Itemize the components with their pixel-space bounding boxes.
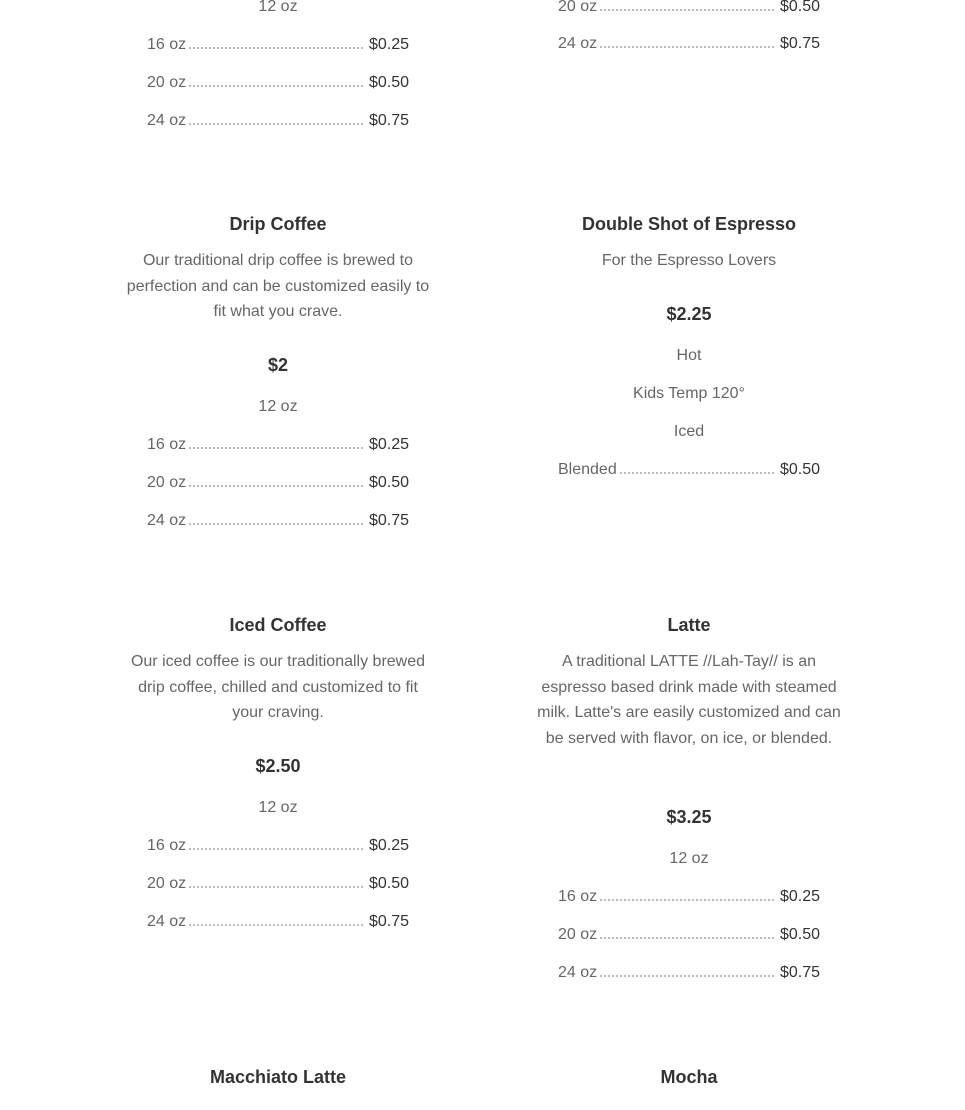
option-24oz: 24 oz $0.75 — [147, 512, 409, 529]
item-description: Our iced coffee is our traditionally brewed drip coffee, chilled and customized to fit your craving. — [130, 653, 426, 721]
item-price: $3.25 — [666, 807, 712, 827]
option-16oz: 16 oz $0.25 — [147, 36, 409, 53]
item-price: $2 — [267, 355, 289, 375]
option-blended: Blended $0.50 — [558, 461, 820, 478]
option-12oz: 12 oz — [258, 0, 298, 15]
item-title: Iced Coffee — [229, 615, 327, 635]
leader-dots — [189, 914, 363, 926]
option-24oz: 24 oz $0.75 — [558, 964, 820, 981]
leader-dots — [600, 0, 774, 11]
option-12oz: 12 oz — [258, 398, 298, 415]
option-20oz: 20 oz $0.50 — [558, 926, 820, 943]
option-iced: Iced — [673, 423, 705, 440]
item-title: Latte — [667, 615, 711, 635]
option-20oz: 20 oz $0.50 — [147, 74, 409, 91]
option-16oz: 16 oz $0.25 — [558, 888, 820, 905]
leader-dots — [189, 513, 363, 525]
option-12oz: 12 oz — [258, 799, 298, 816]
item-title: Mocha — [660, 1067, 718, 1087]
leader-dots — [600, 927, 774, 939]
leader-dots — [600, 889, 774, 901]
leader-dots — [620, 462, 774, 474]
leader-dots — [600, 36, 774, 48]
leader-dots — [189, 37, 363, 49]
option-24oz: 24 oz $0.75 — [147, 913, 409, 930]
item-title: Macchiato Latte — [209, 1067, 347, 1087]
option-kids-temp: Kids Temp 120° — [633, 385, 745, 402]
item-price: $2.25 — [666, 304, 712, 324]
leader-dots — [189, 838, 363, 850]
item-title: Drip Coffee — [229, 214, 327, 234]
leader-dots — [189, 75, 363, 87]
option-24oz: 24 oz $0.75 — [558, 35, 820, 52]
leader-dots — [189, 876, 363, 888]
option-20oz: 20 oz $0.50 — [147, 875, 409, 892]
option-16oz: 16 oz $0.25 — [147, 837, 409, 854]
leader-dots — [600, 965, 774, 977]
leader-dots — [189, 113, 363, 125]
item-description: For the Espresso Lovers — [601, 252, 777, 269]
item-description: A traditional LATTE //Lah-Tay// is an espresso based drink made with steamed milk. Latte's are easily customized and can be served with flavor, on ice, or blended. — [537, 653, 841, 747]
option-hot: Hot — [676, 347, 702, 364]
option-20oz: 20 oz $0.50 — [558, 0, 820, 15]
leader-dots — [189, 437, 363, 449]
option-20oz: 20 oz $0.50 — [147, 474, 409, 491]
option-24oz: 24 oz $0.75 — [147, 112, 409, 129]
item-title: Double Shot of Espresso — [581, 214, 797, 234]
option-12oz: 12 oz — [669, 850, 709, 867]
item-price: $2.50 — [255, 756, 301, 776]
leader-dots — [189, 475, 363, 487]
item-description: Our traditional drip coffee is brewed to perfection and can be customized easily to fit what you crave. — [126, 252, 430, 320]
option-16oz: 16 oz $0.25 — [147, 436, 409, 453]
